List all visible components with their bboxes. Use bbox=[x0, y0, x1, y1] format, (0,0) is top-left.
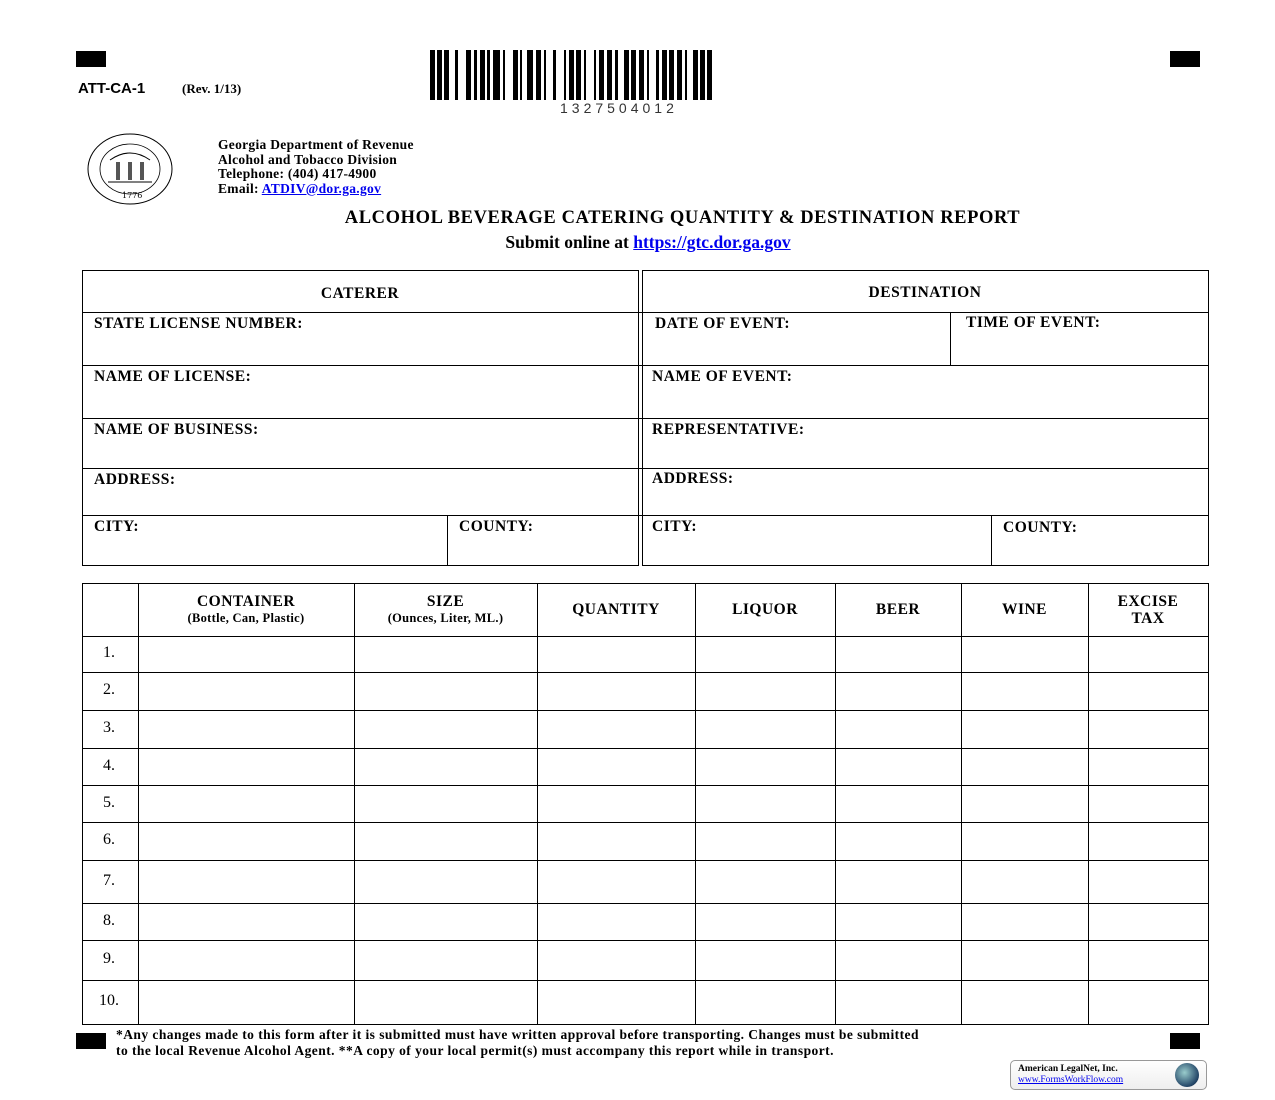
item-cell[interactable] bbox=[1090, 638, 1206, 670]
agency-division: Alcohol and Tobacco Division bbox=[218, 151, 398, 167]
item-cell[interactable] bbox=[837, 824, 959, 858]
item-cell[interactable] bbox=[837, 750, 959, 783]
item-cell[interactable] bbox=[539, 712, 693, 746]
item-cell[interactable] bbox=[837, 674, 959, 708]
column-header-size bbox=[354, 588, 537, 631]
item-cell[interactable] bbox=[697, 674, 833, 708]
item-cell[interactable] bbox=[1090, 824, 1206, 858]
barcode-bar bbox=[624, 50, 629, 100]
barcode-bar bbox=[474, 50, 477, 100]
item-cell[interactable] bbox=[539, 638, 693, 670]
name-of-business-label: NAME OF BUSINESS: bbox=[94, 421, 259, 438]
item-cell[interactable] bbox=[1090, 750, 1206, 783]
row-number: 3. bbox=[103, 719, 115, 736]
item-cell[interactable] bbox=[697, 942, 833, 978]
caterer-city-field[interactable] bbox=[84, 537, 444, 564]
barcode-bar bbox=[631, 50, 636, 100]
item-cell[interactable] bbox=[356, 905, 535, 938]
destination-county-label: COUNTY: bbox=[1003, 519, 1078, 536]
barcode-bar bbox=[685, 50, 687, 100]
item-cell[interactable] bbox=[963, 712, 1086, 746]
caterer-city-label: CITY: bbox=[94, 518, 139, 535]
row-number: 5. bbox=[103, 794, 115, 811]
item-cell[interactable] bbox=[539, 942, 693, 978]
representative-label: REPRESENTATIVE: bbox=[652, 421, 805, 438]
time-of-event-field[interactable] bbox=[953, 334, 1207, 364]
item-cell[interactable] bbox=[837, 862, 959, 901]
column-divider bbox=[138, 583, 139, 1024]
item-cell[interactable] bbox=[356, 750, 535, 783]
row-number: 8. bbox=[103, 912, 115, 929]
column-header-label: CONTAINER bbox=[196, 592, 296, 610]
barcode-bar bbox=[487, 50, 490, 100]
footnote-line-1: *Any changes made to this form after it is submitted must have written approval before transporting. Changes must be submitted bbox=[116, 1027, 919, 1042]
barcode-bar bbox=[513, 50, 518, 100]
form-id: ATT-CA-1 bbox=[78, 80, 146, 97]
submit-online bbox=[0, 232, 1275, 253]
column-header-wine bbox=[961, 588, 1088, 631]
destination-address-label: ADDRESS: bbox=[652, 470, 734, 487]
barcode-bar bbox=[527, 50, 533, 100]
caterer-address-field[interactable] bbox=[84, 490, 636, 514]
submit-url-link[interactable]: https://gtc.dor.ga.gov bbox=[633, 232, 791, 252]
item-cell[interactable] bbox=[697, 982, 833, 1022]
row-divider bbox=[82, 636, 1208, 637]
destination-city-label: CITY: bbox=[652, 518, 697, 535]
name-of-business-field[interactable] bbox=[84, 440, 636, 467]
time-of-event-label: TIME OF EVENT: bbox=[966, 314, 1101, 331]
barcode-bar bbox=[662, 50, 667, 100]
globe-icon bbox=[1175, 1063, 1199, 1087]
caterer-heading: CATERER bbox=[320, 285, 400, 302]
column-header-label: EXCISE bbox=[1117, 592, 1179, 610]
destination-address-field[interactable] bbox=[645, 490, 1207, 514]
name-of-event-label: NAME OF EVENT: bbox=[652, 368, 793, 385]
barcode-bar bbox=[466, 50, 471, 100]
name-of-license-label: NAME OF LICENSE: bbox=[94, 368, 252, 385]
column-header-label: LIQUOR bbox=[732, 601, 798, 618]
item-cell[interactable] bbox=[963, 982, 1086, 1022]
item-cell[interactable] bbox=[140, 787, 352, 820]
submit-label: Submit online at bbox=[505, 232, 629, 252]
column-header-label: BEER bbox=[875, 601, 921, 618]
item-cell[interactable] bbox=[963, 750, 1086, 783]
item-cell[interactable] bbox=[837, 905, 959, 938]
item-cell[interactable] bbox=[1090, 942, 1206, 978]
barcode-bar bbox=[594, 50, 596, 100]
item-cell[interactable] bbox=[356, 787, 535, 820]
registration-mark bbox=[76, 1033, 106, 1049]
item-cell[interactable] bbox=[697, 787, 833, 820]
item-cell[interactable] bbox=[539, 905, 693, 938]
caterer-county-label: COUNTY: bbox=[459, 518, 534, 535]
barcode-bar bbox=[669, 50, 674, 100]
footnote bbox=[116, 1027, 919, 1058]
item-cell[interactable] bbox=[697, 824, 833, 858]
row-number: 2. bbox=[103, 681, 115, 698]
barcode-number: 1327504012 bbox=[560, 100, 678, 116]
item-cell[interactable] bbox=[539, 787, 693, 820]
row-divider bbox=[82, 748, 1208, 749]
barcode-bar bbox=[564, 50, 566, 100]
barcode-bar bbox=[615, 50, 618, 100]
destination-heading: DESTINATION bbox=[868, 284, 982, 301]
item-cell[interactable] bbox=[356, 674, 535, 708]
column-header-label: QUANTITY bbox=[572, 601, 660, 618]
state-license-field[interactable] bbox=[84, 334, 636, 364]
item-cell[interactable] bbox=[356, 712, 535, 746]
item-cell[interactable] bbox=[1090, 787, 1206, 820]
registration-mark bbox=[1170, 1033, 1200, 1049]
item-cell[interactable] bbox=[140, 824, 352, 858]
column-divider bbox=[354, 583, 355, 1024]
agency-name: Georgia Department of Revenue bbox=[218, 137, 414, 152]
column-header-beer bbox=[835, 588, 961, 631]
item-cell[interactable] bbox=[140, 712, 352, 746]
email-link[interactable]: ATDIV@dor.ga.gov bbox=[261, 180, 382, 196]
barcode-bar bbox=[536, 50, 541, 100]
item-cell[interactable] bbox=[356, 942, 535, 978]
barcode-bar bbox=[607, 50, 612, 100]
column-divider bbox=[835, 583, 836, 1024]
agency-info bbox=[218, 138, 414, 196]
row-divider bbox=[82, 903, 1208, 904]
item-cell[interactable] bbox=[837, 787, 959, 820]
row-number: 9. bbox=[103, 950, 115, 967]
column-header-label: WINE bbox=[1001, 601, 1048, 618]
row-number: 6. bbox=[103, 831, 115, 848]
item-cell[interactable] bbox=[963, 674, 1086, 708]
svg-text:1776: 1776 bbox=[122, 191, 143, 200]
state-license-label: STATE LICENSE NUMBER: bbox=[94, 315, 303, 332]
item-cell[interactable] bbox=[837, 982, 959, 1022]
barcode-bar bbox=[656, 50, 659, 100]
item-cell[interactable] bbox=[356, 824, 535, 858]
item-cell[interactable] bbox=[140, 638, 352, 670]
barcode-bar bbox=[455, 50, 458, 100]
item-cell[interactable] bbox=[963, 862, 1086, 901]
column-header-sub: (Bottle, Can, Plastic) bbox=[187, 610, 305, 625]
barcode-bar bbox=[569, 50, 574, 100]
item-cell[interactable] bbox=[963, 638, 1086, 670]
item-cell[interactable] bbox=[963, 787, 1086, 820]
row-divider bbox=[82, 940, 1208, 941]
date-of-event-field[interactable] bbox=[645, 334, 948, 364]
barcode-bar bbox=[437, 50, 442, 100]
item-cell[interactable] bbox=[539, 824, 693, 858]
item-cell[interactable] bbox=[140, 905, 352, 938]
column-header-container bbox=[138, 588, 354, 631]
item-cell[interactable] bbox=[140, 750, 352, 783]
row-divider bbox=[82, 672, 1208, 673]
column-header-sub: (Ounces, Liter, ML.) bbox=[387, 610, 504, 625]
column-divider bbox=[537, 583, 538, 1024]
barcode-bar bbox=[599, 50, 604, 100]
barcode-bar bbox=[444, 50, 449, 100]
badge-url-link[interactable]: www.FormsWorkFlow.com bbox=[1018, 1075, 1124, 1085]
barcode-bar bbox=[480, 50, 485, 100]
column-divider bbox=[695, 583, 696, 1024]
item-cell[interactable] bbox=[697, 862, 833, 901]
item-cell[interactable] bbox=[1090, 712, 1206, 746]
item-cell[interactable] bbox=[963, 942, 1086, 978]
row-number: 4. bbox=[103, 757, 115, 774]
item-cell[interactable] bbox=[539, 674, 693, 708]
barcode-bar bbox=[707, 50, 712, 100]
barcode-bar bbox=[544, 50, 546, 100]
column-header-liquor bbox=[695, 588, 835, 631]
item-cell[interactable] bbox=[539, 750, 693, 783]
barcode-bar bbox=[700, 50, 705, 100]
item-cell[interactable] bbox=[140, 942, 352, 978]
item-cell[interactable] bbox=[140, 982, 352, 1022]
barcode-bar bbox=[576, 50, 581, 100]
date-of-event-label: DATE OF EVENT: bbox=[655, 315, 791, 332]
legalnet-badge[interactable] bbox=[1010, 1060, 1207, 1090]
row-divider bbox=[82, 980, 1208, 981]
representative-field[interactable] bbox=[645, 440, 1207, 467]
item-cell[interactable] bbox=[837, 942, 959, 978]
item-cell[interactable] bbox=[697, 638, 833, 670]
item-cell[interactable] bbox=[697, 905, 833, 938]
item-cell[interactable] bbox=[356, 982, 535, 1022]
item-cell[interactable] bbox=[963, 905, 1086, 938]
column-header-quantity bbox=[537, 588, 695, 631]
name-of-license-field[interactable] bbox=[84, 388, 636, 417]
item-cell[interactable] bbox=[1090, 905, 1206, 938]
barcode bbox=[430, 50, 848, 100]
row-divider bbox=[82, 785, 1208, 786]
item-cell[interactable] bbox=[539, 982, 693, 1022]
barcode-bar bbox=[693, 50, 698, 100]
item-cell[interactable] bbox=[697, 712, 833, 746]
registration-mark bbox=[1170, 51, 1200, 67]
agency-telephone: Telephone: (404) 417-4900 bbox=[218, 166, 377, 181]
row-divider bbox=[82, 822, 1208, 823]
item-cell[interactable] bbox=[1090, 862, 1206, 901]
row-number: 10. bbox=[99, 992, 119, 1009]
barcode-bar bbox=[584, 50, 586, 100]
column-divider bbox=[961, 583, 962, 1024]
caterer-county-field[interactable] bbox=[449, 537, 636, 564]
destination-county-field[interactable] bbox=[993, 537, 1207, 564]
item-cell[interactable] bbox=[837, 712, 959, 746]
item-cell[interactable] bbox=[1090, 674, 1206, 708]
registration-mark bbox=[76, 51, 106, 67]
barcode-bar bbox=[493, 50, 500, 100]
row-number: 7. bbox=[103, 872, 115, 889]
email-label: Email: bbox=[218, 180, 259, 196]
column-header-excise bbox=[1088, 588, 1208, 631]
barcode-bar bbox=[520, 50, 522, 100]
barcode-bar bbox=[503, 50, 505, 100]
item-cell[interactable] bbox=[140, 674, 352, 708]
page-title: ALCOHOL BEVERAGE CATERING QUANTITY & DESTINATION REPORT bbox=[344, 208, 1021, 228]
item-cell[interactable] bbox=[1090, 982, 1206, 1022]
item-cell[interactable] bbox=[697, 750, 833, 783]
column-header-label: SIZE bbox=[426, 592, 465, 610]
item-cell[interactable] bbox=[837, 638, 959, 670]
item-cell[interactable] bbox=[356, 862, 535, 901]
column-divider bbox=[1088, 583, 1089, 1024]
georgia-seal-icon bbox=[86, 132, 174, 206]
caterer-address-label: ADDRESS: bbox=[94, 471, 176, 488]
destination-city-field[interactable] bbox=[645, 537, 989, 564]
badge-company: American LegalNet, Inc. bbox=[1018, 1064, 1118, 1074]
barcode-bar bbox=[677, 50, 682, 100]
row-divider bbox=[82, 710, 1208, 711]
barcode-bar bbox=[639, 50, 644, 100]
item-cell[interactable] bbox=[963, 824, 1086, 858]
form-revision: (Rev. 1/13) bbox=[182, 81, 242, 96]
column-header-main2: TAX bbox=[1131, 609, 1165, 627]
row-divider bbox=[82, 860, 1208, 861]
name-of-event-field[interactable] bbox=[645, 388, 1207, 417]
footnote-line-2: to the local Revenue Alcohol Agent. **A copy of your local permit(s) must accompany this report while in transport. bbox=[116, 1042, 834, 1058]
item-cell[interactable] bbox=[539, 862, 693, 901]
item-cell[interactable] bbox=[356, 638, 535, 670]
barcode-bar bbox=[430, 50, 435, 100]
row-number: 1. bbox=[103, 644, 115, 661]
item-cell[interactable] bbox=[140, 862, 352, 901]
barcode-bar bbox=[647, 50, 649, 100]
barcode-bar bbox=[553, 50, 556, 100]
